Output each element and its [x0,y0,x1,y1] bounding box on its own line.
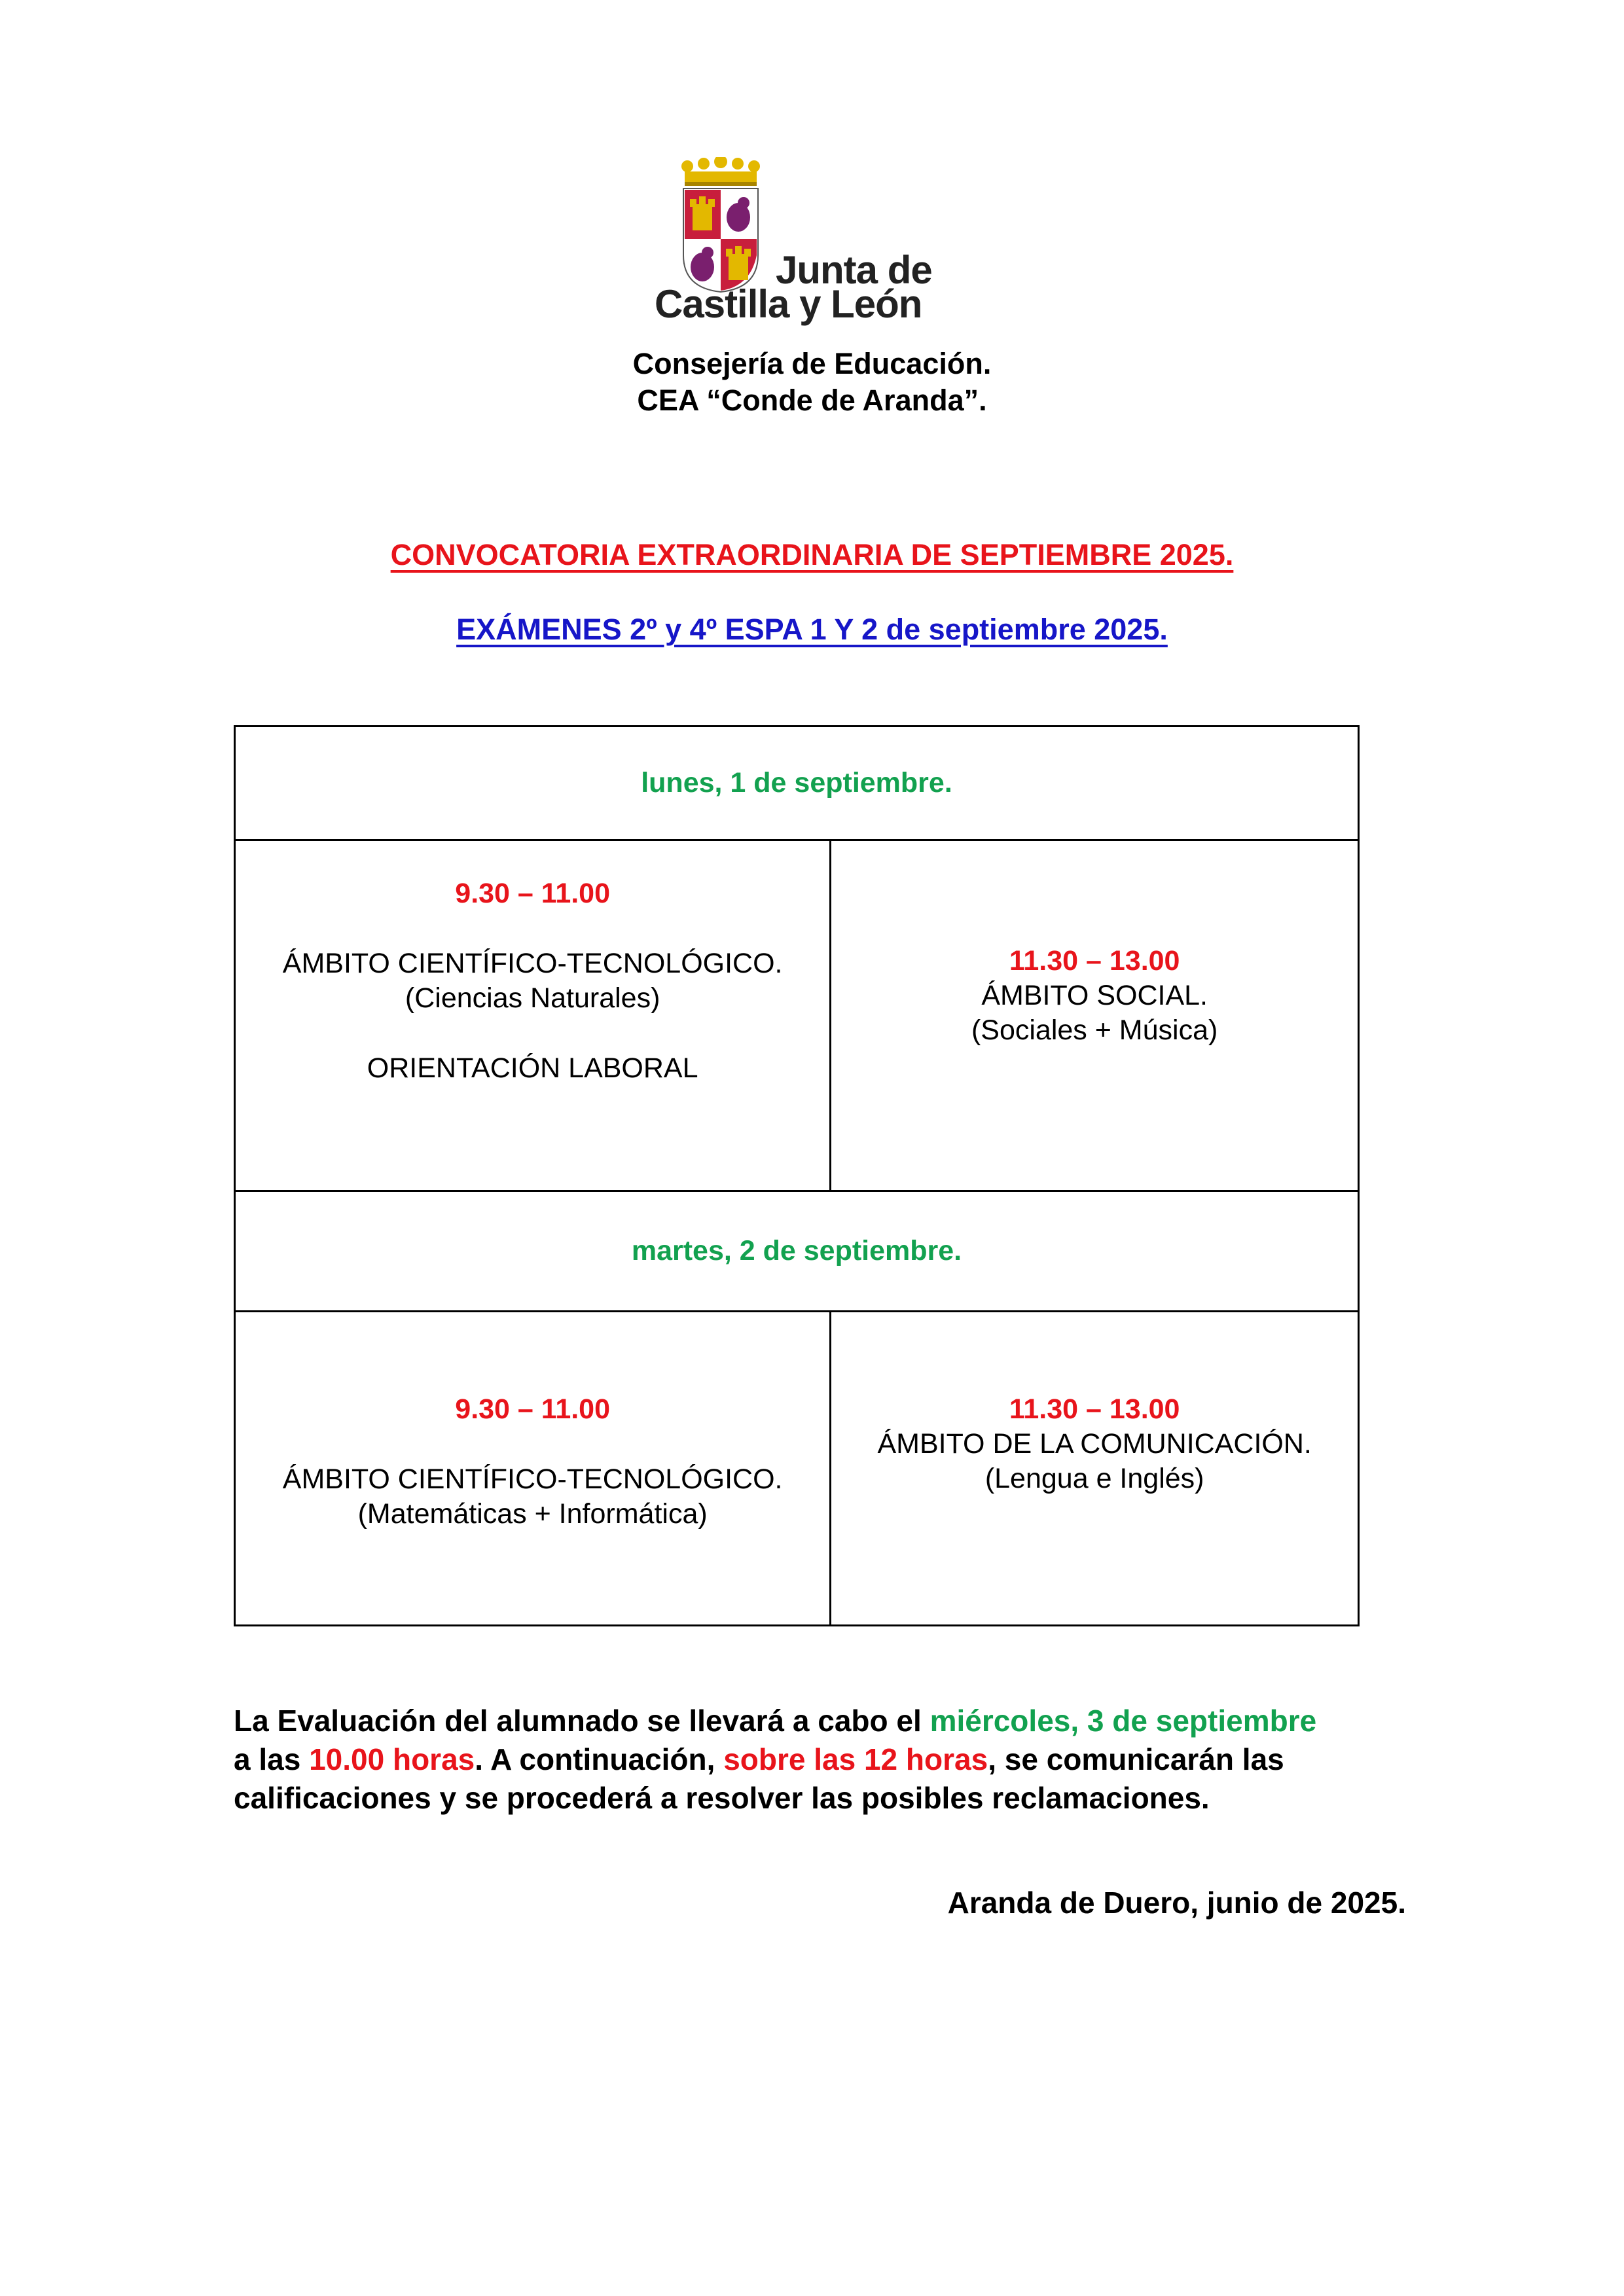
day-row [235,1191,1359,1312]
notice-time: 10.00 horas [309,1742,475,1776]
notice-date: miércoles, 3 de septiembre [929,1704,1317,1738]
coat-of-arms-icon [678,157,763,293]
day-cell [235,726,1359,840]
logo-text-line1: Junta de [776,248,932,292]
day-label: lunes, 1 de septiembre. [641,767,952,798]
day-row [235,726,1359,840]
day-label: martes, 2 de septiembre. [631,1235,962,1266]
notice-text: , se comunicarán las [988,1742,1284,1776]
exam-row [235,1312,1359,1626]
page-title [0,537,1624,573]
logo-text-line2: Castilla y León [655,282,922,326]
exam-time: 11.30 – 13.00 [1009,945,1180,977]
exam-subject: ÁMBITO CIENTÍFICO-TECNOLÓGICO. [282,948,783,979]
exam-detail: (Matemáticas + Informática) [357,1498,708,1530]
notice-text: La Evaluación del alumnado se llevará a cabo el [234,1704,930,1738]
exam-extra: ORIENTACIÓN LABORAL [367,1052,698,1084]
exam-cell [831,840,1359,1191]
notice-line [234,1702,1405,1740]
header-department: Consejería de Educación. [632,347,992,380]
signature: Aranda de Duero, junio de 2025. [947,1886,1406,1920]
header-center: CEA “Conde de Aranda”. [637,384,987,417]
notice-line [234,1740,1405,1779]
exam-detail: (Sociales + Música) [971,1014,1218,1046]
exam-time: 9.30 – 11.00 [455,878,611,909]
exam-subject: ÁMBITO SOCIAL. [981,980,1208,1011]
notice-text: calificaciones y se procederá a resolver las posibles reclamaciones. [234,1781,1210,1815]
page-subtitle-text: EXÁMENES 2º y 4º ESPA 1 Y 2 de septiembre 2025. [456,613,1168,646]
exam-cell [235,1312,831,1626]
evaluation-notice [234,1702,1405,1818]
exam-detail: (Ciencias Naturales) [405,982,660,1014]
exam-subject: ÁMBITO CIENTÍFICO-TECNOLÓGICO. [282,1463,783,1495]
junta-logo [655,157,969,326]
notice-line [234,1779,1405,1818]
exam-subject: ÁMBITO DE LA COMUNICACIÓN. [877,1428,1312,1460]
exam-cell [235,840,831,1191]
exam-detail: (Lengua e Inglés) [984,1463,1204,1494]
notice-text: a las [234,1742,310,1776]
page-subtitle [0,611,1624,648]
exam-time: 9.30 – 11.00 [455,1393,611,1425]
notice-text: . A continuación, [475,1742,724,1776]
exam-schedule-table [234,725,1360,1626]
page-title-text: CONVOCATORIA EXTRAORDINARIA DE SEPTIEMBRE 2025. [390,538,1234,571]
day-cell [235,1191,1359,1312]
exam-time: 11.30 – 13.00 [1009,1393,1180,1425]
notice-time: sobre las 12 horas [723,1742,988,1776]
exam-row [235,840,1359,1191]
exam-cell [831,1312,1359,1626]
